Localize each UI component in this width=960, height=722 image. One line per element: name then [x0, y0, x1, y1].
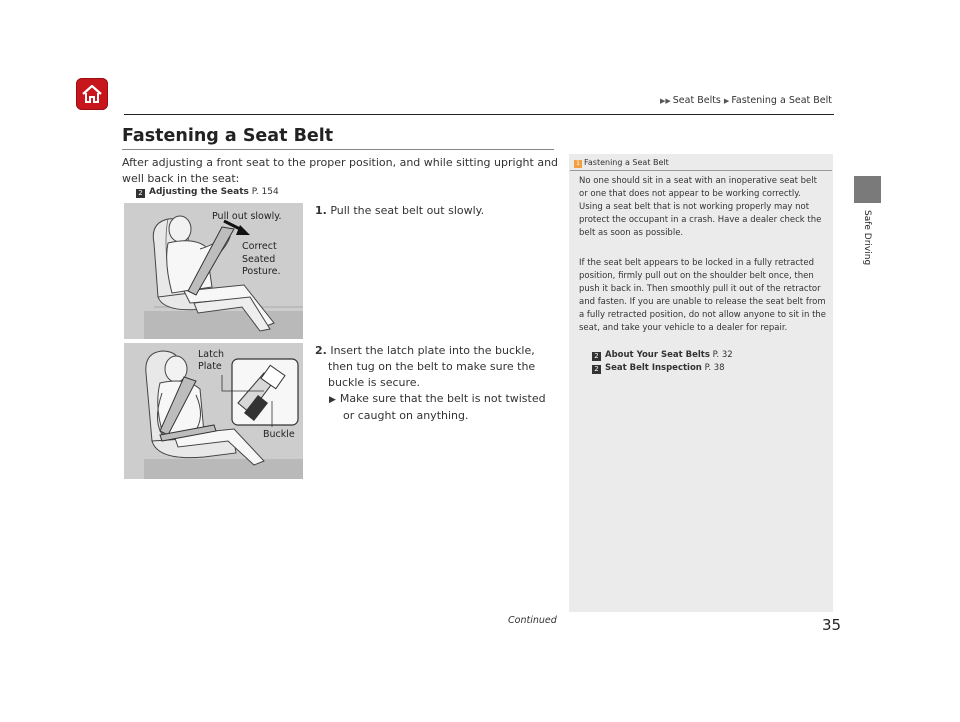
reference-arrow-icon: 2 — [136, 189, 145, 198]
reference-arrow-icon: 2 — [592, 352, 601, 361]
step-2-body — [315, 343, 555, 391]
breadcrumb-arrow-icon: ▶▶ — [659, 97, 671, 105]
label-posture-line-2: Seated — [242, 254, 276, 265]
note-paragraph-1: No one should sit in a seat with an inoperative seat belt or one that does not appear to be working correctly. Using a seat belt that is not working properly may not protect the occupant in a crash. Have a dealer check the belt as soon as possible. — [579, 176, 822, 238]
label-latch-line-1: Latch — [198, 349, 225, 360]
step-2 — [315, 343, 555, 424]
header-divider — [124, 114, 834, 115]
breadcrumb — [660, 95, 832, 106]
breadcrumb-section[interactable]: Seat Belts — [672, 95, 721, 106]
illustration-buckle-belt — [124, 343, 303, 479]
step-number: 2. — [315, 344, 327, 357]
step-1 — [315, 203, 484, 219]
label-pull-out: Pull out slowly. — [212, 211, 282, 222]
page-title: Fastening a Seat Belt — [122, 126, 334, 146]
reference-arrow-icon: 2 — [592, 365, 601, 374]
title-divider — [122, 149, 554, 150]
reference-page: P. 38 — [704, 363, 725, 373]
reference-label: Adjusting the Seats — [149, 187, 249, 197]
step-2-substep — [315, 391, 555, 424]
note-heading-text: Fastening a Seat Belt — [584, 158, 669, 167]
page-number: 35 — [822, 616, 842, 634]
breadcrumb-arrow-icon: ▶ — [723, 97, 730, 105]
intro-text: After adjusting a front seat to the proper position, and while sitting upright and well back in the seat: — [122, 156, 559, 185]
step-number: 1. — [315, 204, 327, 217]
reference-link-seat-belt-inspection[interactable] — [592, 363, 725, 374]
label-posture-line-1: Correct — [242, 241, 277, 252]
reference-label: Seat Belt Inspection — [605, 363, 702, 373]
step-text: Insert the latch plate into the buckle, then tug on the belt to make sure the buckle is secure. — [328, 344, 536, 389]
continued-label: Continued — [508, 615, 557, 626]
reference-link-about-seat-belts[interactable] — [592, 350, 733, 361]
illustration-pull-belt — [124, 203, 303, 339]
reference-label: About Your Seat Belts — [605, 350, 710, 360]
note-paragraph-2: If the seat belt appears to be locked in a fully retracted position, firmly pull out on the shoulder belt once, then push it back in. Then smoothly pull it out of the retractor and fasten. If you are unable to release the seat belt from a fully retracted position, do not allow anyone to sit in the seat, and take your vehicle to a dealer for repair. — [579, 258, 827, 333]
chapter-tab-marker[interactable] — [854, 176, 881, 203]
reference-page: P. 32 — [712, 350, 733, 360]
reference-link-adjusting-seats[interactable] — [136, 187, 279, 198]
substep-text: Make sure that the belt is not twisted or caught on anything. — [339, 392, 546, 422]
home-icon — [80, 82, 104, 106]
home-button[interactable] — [76, 78, 108, 110]
breadcrumb-page: Fastening a Seat Belt — [731, 95, 832, 106]
reference-page: P. 154 — [251, 187, 279, 197]
label-posture-line-3: Posture. — [242, 266, 281, 277]
note-badge-icon: 1 — [574, 160, 582, 168]
note-heading-divider — [570, 170, 832, 171]
chapter-tab-label: Safe Driving — [862, 210, 872, 266]
substep-arrow-icon: ▶ — [329, 395, 336, 405]
label-latch-line-2: Plate — [198, 361, 222, 372]
note-heading — [574, 158, 669, 168]
label-buckle: Buckle — [263, 429, 295, 440]
step-text: Pull the seat belt out slowly. — [330, 204, 485, 217]
